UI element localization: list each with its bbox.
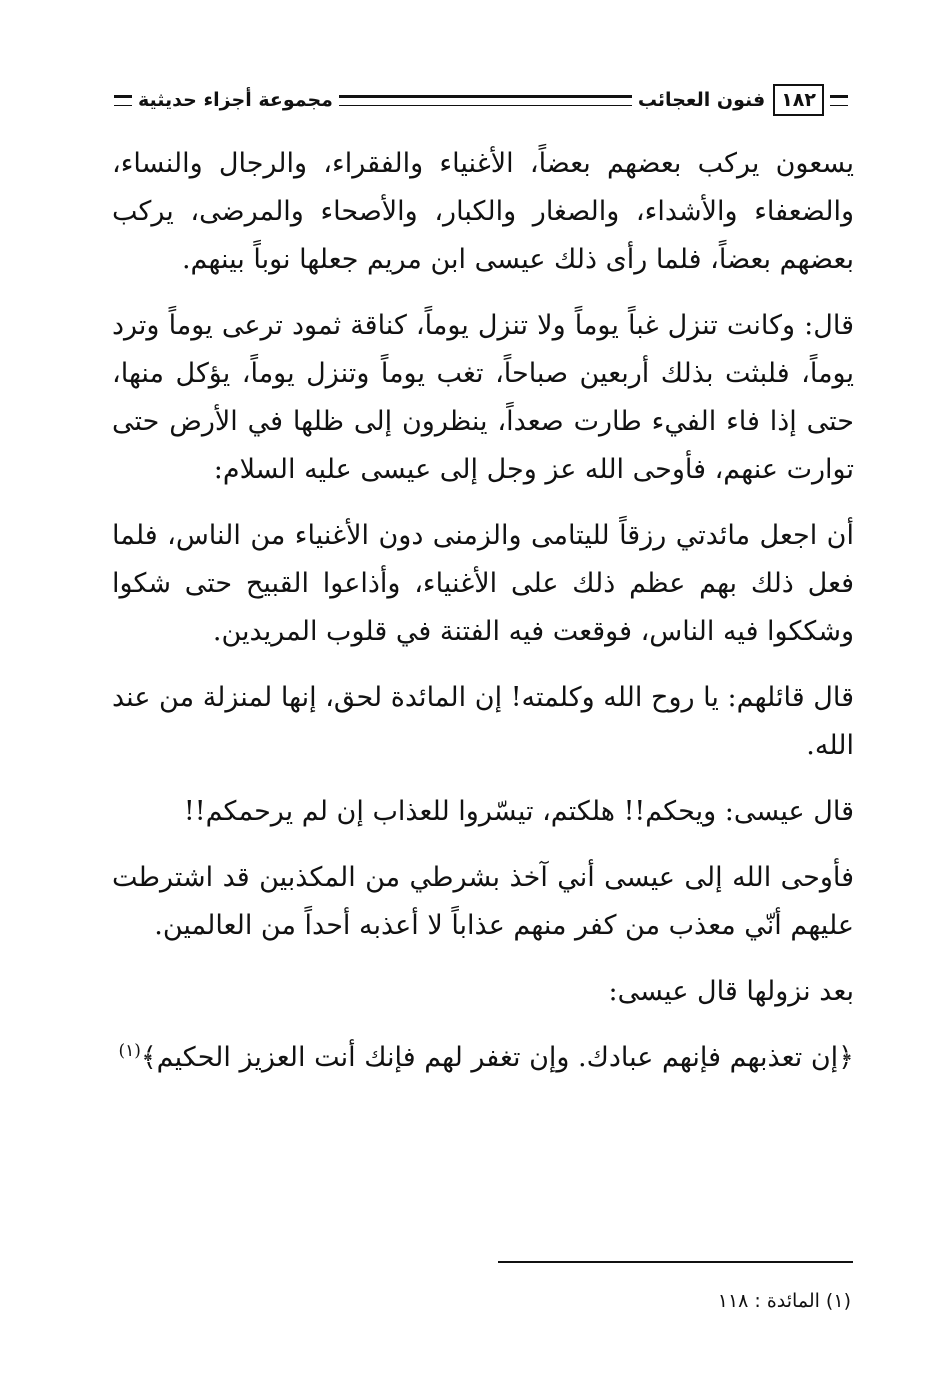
footnote: (١) المائدة : ١١٨ xyxy=(717,1290,851,1312)
chapter-title: فنون العجائب xyxy=(637,89,766,111)
paragraph: قال: وكانت تنزل غباً يوماً ولا تنزل يوماً، كناقة ثمود ترعى يوماً وترد يوماً، فلبثت بذلك أربعين صباحاً، تغب يوماً وتنزل يوماً، يؤكل منها، حتى إذا فاء الفيء طارت صعداً، ينظرون إلى ظلها في الأرض حتى توارت عنهم، فأوحى الله عز وجل إلى عيسى عليه السلام: xyxy=(112,310,854,485)
paragraph: بعد نزولها قال عيسى: xyxy=(608,976,854,1007)
header-rule-left xyxy=(114,95,132,106)
paragraph: قال قائلهم: يا روح الله وكلمته! إن المائدة لحق، إنها لمنزلة من عند الله. xyxy=(112,682,854,761)
page-number: ١٨٢ xyxy=(773,84,824,116)
paragraph: فأوحى الله إلى عيسى أني آخذ بشرطي من المكذبين قد اشترطت عليهم أنّي معذب من كفر منهم عذاباً لا أعذبه أحداً من العالمين. xyxy=(112,862,854,941)
header-rule-right xyxy=(830,95,848,106)
footnote-separator xyxy=(498,1261,853,1263)
page-header xyxy=(112,78,850,122)
quran-quote xyxy=(112,1034,854,1082)
paragraph: قال عيسى: ويحكم!! هلكتم، تيسّروا للعذاب إن لم يرحمكم!! xyxy=(183,796,854,827)
footnote-reference-mark: (١) xyxy=(118,1041,141,1061)
page-body xyxy=(112,140,854,1082)
paragraph: يسعون يركب بعضهم بعضاً، الأغنياء والفقراء، والرجال والنساء، والضعفاء والأشداء، والصغار والكبار، والأصحاء والمرضى، يركب بعضهم بعضاً، فلما رأى ذلك عيسى ابن مريم جعلها نوباً بينهم. xyxy=(112,148,854,275)
book-title: مجموعة أجزاء حديثية xyxy=(138,89,333,111)
paragraph: أن اجعل مائدتي رزقاً لليتامى والزمنى دون الأغنياء من الناس، فلما فعل ذلك بهم عظم ذلك على الأغنياء، وأذاعوا القبيح حتى شكوا وشككوا فيه الناس، فوقعت فيه الفتنة في قلوب المريدين. xyxy=(112,520,854,647)
quran-quote-text: ﴿إن تعذبهم فإنهم عبادك. وإن تغفر لهم فإنك أنت العزيز الحكيم﴾ xyxy=(140,1042,854,1073)
header-rule-middle xyxy=(339,95,632,106)
